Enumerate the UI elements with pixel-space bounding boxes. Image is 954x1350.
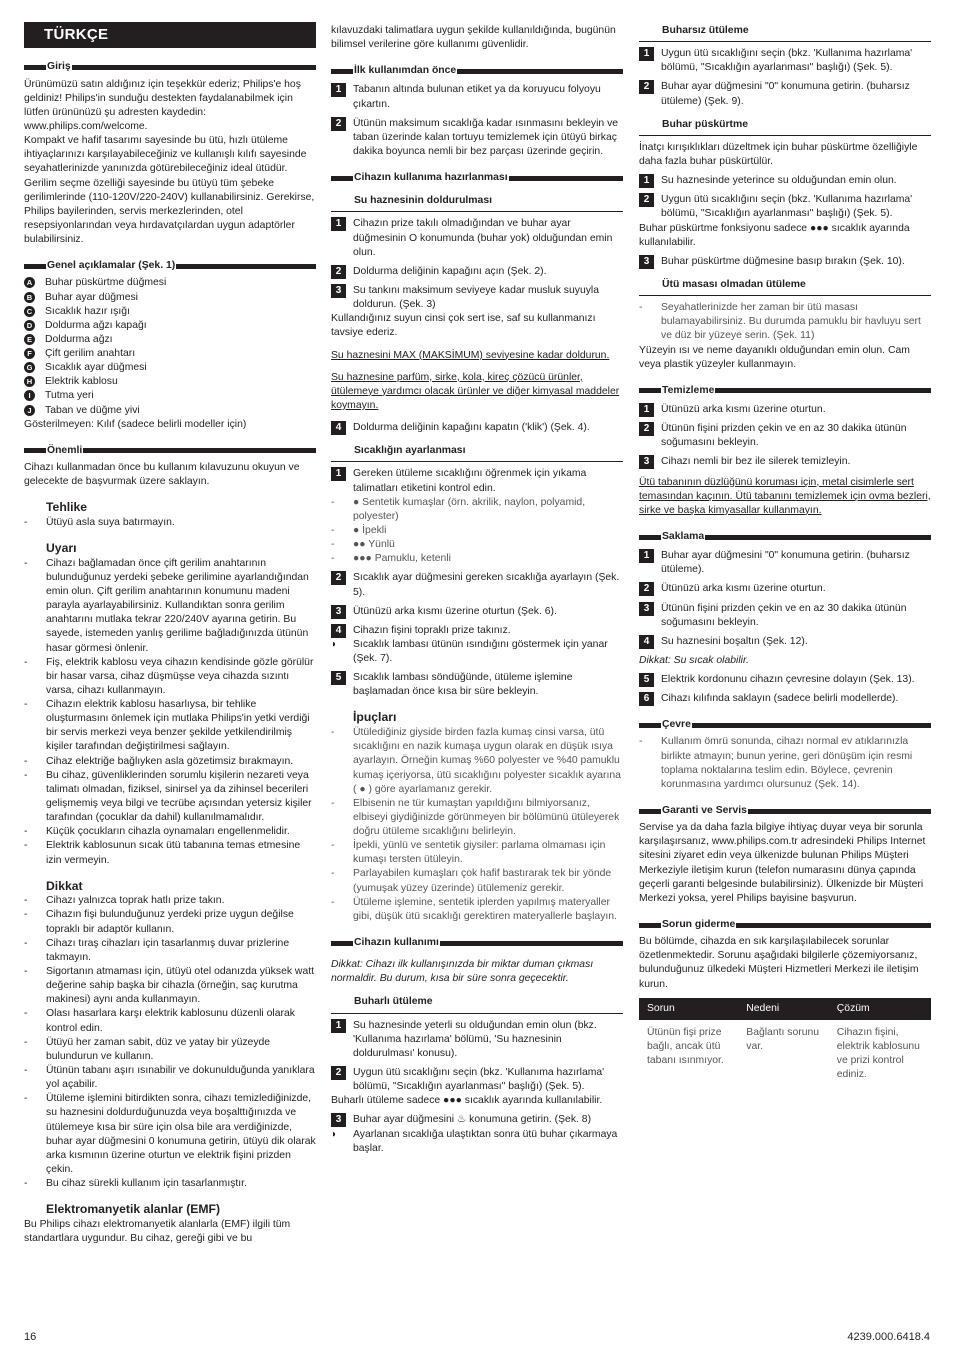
- trouble-paragraph: Bu bölümde, cihazda en sık karşılaşılabilecek sorunlar özetlenmektedir. Sorunu aşağıdaki bilgilerle çözemiyorsanız, bulunduğunuz ülkedeki Müşteri Hizmetleri Merkezi ile iletişim kurun.: [639, 936, 919, 990]
- section-important-heading: Önemli: [24, 444, 316, 458]
- step-number: 3: [639, 602, 654, 616]
- legend-item: C Sıcaklık hazır ışığı: [24, 305, 316, 319]
- step-item: 5 Elektrik kordonunu cihazın çevresine dolayın (Şek. 13).: [639, 673, 931, 687]
- list-item: - Cihazın elektrik kablosu hasarlıysa, bir tehlike oluşturmasını önlemek için mutlaka Philips'in yetki verdiği bir servis merkezi veya benzer şekilde yetkilendirilmiş kişiler tarafından değiştirilmesi sağlayın.: [24, 699, 310, 753]
- step-number: 4: [639, 635, 654, 649]
- step-number: 6: [639, 692, 654, 706]
- warning-title: Uyarı: [46, 541, 77, 556]
- letter-badge: J: [24, 405, 35, 416]
- result-item: ◗ Sıcaklık lambası ütünün ısındığını göstermek için yanar (Şek. 7).: [331, 638, 623, 666]
- legend-item: B Buhar ayar düğmesi: [24, 291, 316, 305]
- troubleshooting-table: [639, 998, 931, 1089]
- step-number: 1: [639, 47, 654, 61]
- step-number: 2: [331, 265, 346, 279]
- emf-paragraph-continued: kılavuzdaki talimatlara uygun şekilde kullanıldığında, bugünün bilimsel verilerine göre kullanımı güvenlidir.: [331, 25, 616, 51]
- shot-title: Buhar püskürtme: [639, 118, 931, 136]
- column-3: [639, 24, 931, 1088]
- step-number: 1: [331, 83, 346, 97]
- step-item: 2 Ütünüzü arka kısmı üzerine oturtun.: [639, 582, 931, 596]
- fill-title: Su haznesinin doldurulması: [331, 194, 623, 212]
- list-item: - Cihazın fişi bulunduğunuz yerdeki prize uygun değilse topraklı bir adaptör kullanın.: [24, 909, 294, 935]
- page-number: 16: [24, 1331, 37, 1343]
- step-number: 1: [639, 403, 654, 417]
- emf-title: Elektromanyetik alanlar (EMF): [46, 1202, 221, 1217]
- list-item: - Fiş, elektrik kablosu veya cihazın kendisinde gözle görülür bir hasar varsa, cihaz düşmüşse veya cihazda sızıntı varsa, cihazı kullanmayın.: [24, 656, 314, 696]
- list-item: - Küçük çocukların cihazla oynamaları engellenmelidir.: [24, 826, 290, 838]
- step-item: 5 Sıcaklık lambası söndüğünde, ütüleme işlemine başlamadan önce kısa bir süre bekleyin.: [331, 671, 623, 699]
- section-first-use-heading: İlk kullanımdan önce: [331, 64, 623, 78]
- legend-item: E Doldurma ağzı: [24, 333, 316, 347]
- list-item: - Parlayabilen kumaşları çok hafif bastırarak tek bir yönde (yumuşak yüzey üzerinde) ütülemeniz gerekir.: [331, 868, 612, 894]
- list-item: - Ütüleme işlemine, sentetik iplerden yapılmış materyaller gibi, düşük ütü sıcaklığı gerektiren materyallerle başlayın.: [331, 896, 617, 922]
- step-item: 2 Doldurma deliğinin kapağını açın (Şek. 2).: [331, 265, 623, 279]
- step-number: 3: [331, 605, 346, 619]
- steam-title: Buharlı ütüleme: [331, 995, 623, 1013]
- step-item: 1 Su haznesinde yeterli su olduğundan emin olun (bkz. 'Kullanıma hazırlama' bölümü, 'Su haznesinin doldurulması' konusu).: [331, 1019, 623, 1061]
- legend-item: D Doldurma ağzı kapağı: [24, 319, 316, 333]
- section-storage-heading: Saklama: [639, 530, 931, 544]
- step-item: 1 Tabanın altında bulunan etiket ya da koruyucu folyoyu çıkartın.: [331, 83, 623, 111]
- underlined-warning: Ütü tabanının düzlüğünü koruması için, metal cisimlerle sert temasından kaçının. Ütü tabanını temizlemek için ovma bezleri, sirke ve başka kimyasallar kullanmayın.: [639, 476, 931, 516]
- step-item: 1 Uygun ütü sıcaklığını seçin (bkz. 'Kullanıma hazırlama' bölümü, "Sıcaklığın ayarlanması" başlığı) (Şek. 5).: [639, 47, 931, 75]
- list-item: - Cihazı yalnızca toprak hatlı prize takın.: [24, 895, 225, 907]
- list-item: - ● İpekli: [331, 524, 387, 536]
- step-number: 3: [331, 1113, 346, 1127]
- step-item: 2 Sıcaklık ayar düğmesini gereken sıcaklığa ayarlayın (Şek. 5).: [331, 571, 623, 599]
- table-cell: Bağlantı sorunu var.: [746, 1026, 820, 1053]
- list-item: - Cihazı bağlamadan önce çift gerilim anahtarının bulunduğunuz yerdeki şebeke gerilimine ayarlandığından emin olun. Çift gerilim anahtarının konumunu madeni parayla ayarlayabilirsiniz. Kullandıktan sonra gerilim anahtarını mutlaka tekrar 220/240V ayarına getirin. Bu sayede, istemeden yanlış gerilime bağladığınızda ütünün hasar görmesi önlenir.: [24, 557, 309, 654]
- letter-badge: E: [24, 334, 35, 345]
- legend-item: J Taban ve düğme yivi: [24, 404, 316, 418]
- legend-item: H Elektrik kablosu: [24, 375, 316, 389]
- section-warranty-heading: Garanti ve Servis: [639, 804, 931, 818]
- step-item: 4 Cihazın fişini topraklı prize takınız.: [331, 624, 623, 638]
- list-item: - Ütünün tabanı aşırı ısınabilir ve dokunulduğunda yanıklara yol açabilir.: [24, 1065, 315, 1091]
- underlined-warning: Su haznesine parfüm, sirke, kola, kireç çözücü ürünler, ütülemeye yardımcı olacak ürünler ve diğer kimyasal maddeler koymayın.: [331, 371, 620, 411]
- important-paragraph: Cihazı kullanmadan önce bu kullanım kılavuzunu okuyun ve gelecekte de başvurmak üzere saklayın.: [24, 462, 300, 488]
- steam-note: Buharlı ütüleme sadece ●●● sıcaklık ayarında kullanılabilir.: [331, 1095, 603, 1107]
- step-item: 2 Buhar ayar düğmesini "0" konumuna getirin. (buharsız ütüleme) (Şek. 9).: [639, 80, 931, 108]
- letter-badge: A: [24, 277, 35, 288]
- step-item: 2 Ütünün fişini prizden çekin ve en az 30 dakika ütünün soğumasını bekleyin.: [639, 422, 931, 450]
- legend-item: F Çift gerilim anahtarı: [24, 347, 316, 361]
- emf-paragraph: Bu Philips cihazı elektromanyetik alanlarla (EMF) ilgili tüm standartlara uygundur. Bu cihaz, gereği gibi ve bu: [24, 1218, 291, 1245]
- table-cell: Cihazın fişini, elektrik kablosunu ve prizi kontrol ediniz.: [836, 1026, 920, 1081]
- step-item: 1 Buhar ayar düğmesini "0" konumuna getirin. (buharsız ütüleme).: [639, 549, 931, 577]
- first-use-note: Dikkat: Cihazı ilk kullanışınızda bir miktar duman çıkması normaldir. Bu durum, kısa bir süre sonra geçecektir.: [331, 959, 594, 985]
- step-item: 2 Ütünün maksimum sıcaklığa kadar ısınmasını bekleyin ve taban üzerinde kalan tortuyu temizlemek için ütüyü birkaç dakika boyunca nemli bir bez parçası üzerinde geçirin.: [331, 117, 623, 159]
- danger-title: Tehlike: [46, 500, 88, 515]
- arrow-icon: ◗: [331, 1128, 338, 1140]
- step-item: 2 Uygun ütü sıcaklığını seçin (bkz. 'Kullanıma hazırlama' bölümü, "Sıcaklığın ayarlanması" başlığı) (Şek. 5).: [331, 1066, 623, 1094]
- list-item: - Olası hasarlara karşı elektrik kablosunu düzenli olarak kontrol edin.: [24, 1008, 295, 1034]
- list-item: - ●●● Pamuklu, ketenli: [331, 553, 451, 565]
- step-item: 3 Cihazı nemli bir bez ile silerek temizleyin.: [639, 455, 931, 469]
- legend-item: G Sıcaklık ayar düğmesi: [24, 361, 316, 375]
- section-general-heading: Genel açıklamalar (Şek. 1): [24, 259, 316, 273]
- dry-title: Buharsız ütüleme: [639, 24, 931, 42]
- letter-badge: C: [24, 306, 35, 317]
- step-number: 1: [331, 217, 346, 231]
- list-item: - Elbisenin ne tür kumaştan yapıldığını bilmiyorsanız, elbiseyi giydiğinizde görünmeyen bir bölümünü ütüleyerek doğru ütüleme sıcaklığını belirleyin.: [331, 797, 620, 838]
- not-shown-note: Gösterilmeyen: Kılıf (sadece belirli modeller için): [24, 418, 247, 430]
- list-item: - ●● Yünlü: [331, 539, 395, 551]
- hints-title: İpuçları: [353, 710, 397, 725]
- section-clean-heading: Temizleme: [639, 384, 931, 398]
- list-item: - Bu cihaz sürekli kullanım için tasarlanmıştır.: [24, 1178, 247, 1190]
- noboard-paragraph: Yüzeyin ısı ve neme dayanıklı olduğundan emin olun. Cam veya plastik yüzeyler kullanmayın.: [639, 344, 910, 370]
- step-number: 2: [331, 117, 346, 131]
- letter-badge: F: [24, 348, 35, 359]
- step-item: 1 Su haznesinde yeterince su olduğundan emin olun.: [639, 174, 931, 188]
- section-use-heading: Cihazın kullanımı: [331, 936, 623, 950]
- step-number: 2: [331, 571, 346, 585]
- parts-legend: [24, 276, 316, 417]
- list-item: - Ütülediğiniz giyside birden fazla kumaş cinsi varsa, ütü sıcaklığını en nazik kumaşa uygun olarak en düşük ısıya ayarlayın. Örneğin kumaş %60 polyester ve %40 pamuklu kumaş içeriyorsa, ütü sıcaklığını polyester sıcaklık ayarına ( ● ) göre ayarlamanız gerekir.: [331, 727, 621, 795]
- arrow-icon: ◗: [331, 638, 338, 650]
- section-trouble-heading: Sorun giderme: [639, 918, 931, 932]
- step-item: 3 Su tankını maksimum seviyeye kadar musluk suyuyla doldurun. (Şek. 3): [331, 284, 623, 312]
- list-item: - Bu cihaz, güvenliklerinden sorumlu kişilerin nezareti veya talimatı olmadan, fiziksel, sinirsel ya da zihinsel becerileri gelişmemiş veya bilgi ve tecrübe açısından yetersiz kişiler tarafından (çocuklar da dahil) kullanılmamalıdır.: [24, 769, 312, 824]
- step-number: 5: [331, 671, 346, 685]
- letter-badge: I: [24, 390, 35, 401]
- letter-badge: G: [24, 362, 35, 373]
- step-number: 4: [331, 624, 346, 638]
- list-item: - Sigortanın atmaması için, ütüyü otel odanızda yüksek watt değerine sahip başka bir cihazla (örneğin, saç kurutma makinesi) aynı anda kullanmayın.: [24, 966, 314, 1006]
- column-header: Sorun: [639, 998, 738, 1020]
- step-item: 3 Ütünüzü arka kısmı üzerine oturtun (Şek. 6).: [331, 605, 623, 619]
- list-item: - Cihazı tıraş cihazları için tasarlanmış duvar prizlerine takmayın.: [24, 937, 290, 963]
- letter-badge: H: [24, 376, 35, 387]
- step-item: 6 Cihazı kılıfında saklayın (sadece belirli modellerde).: [639, 692, 931, 706]
- caution-title: Dikkat: [46, 878, 83, 893]
- legend-item: A Buhar püskürtme düğmesi: [24, 276, 316, 290]
- column-2: [331, 24, 623, 1156]
- list-item: - İpekli, yünlü ve sentetik giysiler: parlama olmaması için kumaşı tersten ütüleyin.: [331, 840, 606, 866]
- list-item: - Ütüyü her zaman sabit, düz ve yatay bir yüzeyde bulundurun ve kullanın.: [24, 1036, 271, 1062]
- warranty-paragraph: Servise ya da daha fazla bilgiye ihtiyaç duyar veya bir sorunla karşılaşırsanız, www.philips.com.tr adresindeki Philips Internet sitesini ziyaret edin veya ülkenizde bulunan Philips Müşteri Merkeziyle iletişim kurun (telefon numarasını dünya çapında geçerli garanti belgesinde bulabilirsiniz). Ülkenizde bir Müşteri Merkezi yoksa, yerel Philips bayisine başvurun.: [639, 822, 926, 904]
- table-row: [639, 1020, 931, 1089]
- list-item: - ● Sentetik kumaşlar (örn. akrilik, naylon, polyamid, polyester): [331, 496, 586, 522]
- storage-note: Dikkat: Su sıcak olabilir.: [639, 654, 749, 666]
- step-item: 4 Su haznesini boşaltın (Şek. 12).: [639, 635, 931, 649]
- table-header-row: [639, 998, 931, 1020]
- letter-badge: B: [24, 292, 35, 303]
- temp-title: Sıcaklığın ayarlanması: [331, 444, 623, 462]
- step-item: 1 Gereken ütüleme sıcaklığını öğrenmek için yıkama talimatları etiketini kontrol edin.: [331, 467, 623, 495]
- document-code: 4239.000.6418.4: [847, 1331, 930, 1343]
- step-item: 3 Buhar püskürtme düğmesine basıp bırakın (Şek. 10).: [639, 255, 931, 269]
- list-item: - Seyahatlerinizde her zaman bir ütü masası bulamayabilirsiniz. Bu durumda pamuklu bir havluyu sert ve düz bir yüzeye serin. (Şek. 11): [639, 302, 921, 342]
- step-item: 1 Ütünüzü arka kısmı üzerine oturtun.: [639, 403, 931, 417]
- step-number: 2: [639, 80, 654, 94]
- column-header: Nedeni: [738, 998, 829, 1020]
- step-number: 1: [639, 174, 654, 188]
- underlined-warning: Su haznesini MAX (MAKSİMUM) seviyesine kadar doldurun.: [331, 349, 610, 361]
- step-number: 4: [331, 421, 346, 435]
- intro-paragraph-2: Kompakt ve hafif tasarımı sayesinde bu ütü, hızlı ütüleme ihtiyaçlarınızı karşılayabileceğiniz ve kullanışlı kılıfı sayesinde seyahatlerinizde yanınızda götürebileceğiniz ideal ütüdür. Gerilim seçme özelliği sayesinde bu ütüyü tüm şebeke gerilimlerinde (110-120V/220-240V) kullanabilirsiniz. Gerekirse, Philips bayilerinden, servis merkezlerinden, otel resepsiyonlarından veya hırdavatçılardan uygun adaptörler bulabilirsiniz.: [24, 135, 315, 246]
- step-number: 2: [331, 1066, 346, 1080]
- step-number: 3: [331, 284, 346, 298]
- step-item: 3 Ütünün fişini prizden çekin ve en az 30 dakika ütünün soğumasını bekleyin.: [639, 602, 931, 630]
- step-number: 2: [639, 422, 654, 436]
- list-item: - Ütüleme işlemini bitirdikten sonra, cihazı temizlediğinizde, su haznesini doldurduğunuzda veya boşalttığınızda ve ütülemeye kısa bir süre için olsa bile ara verdiğinizde, buhar ayar düğmesini 0 konumuna getirin, ütüyü dik olarak arka kısmının üzerine oturtun ve elektrik fişini prizden çekin.: [24, 1093, 316, 1176]
- shot-note: Buhar püskürtme fonksiyonu sadece ●●● sıcaklık ayarında kullanılabilir.: [639, 222, 910, 248]
- step-number: 2: [639, 582, 654, 596]
- list-item: - Kullanım ömrü sonunda, cihazı normal ev atıklarınızla birlikte atmayın; bunun yerine, geri dönüşüm için resmi toplama noktalarına teslim edin. Böylece, çevrenin korunmasına yardımcı olursunuz (Şek. 14).: [639, 736, 913, 790]
- step-number: 1: [331, 467, 346, 481]
- step-number: 2: [639, 193, 654, 207]
- step-item: 1 Cihazın prize takılı olmadığından ve buhar ayar düğmesinin O konumunda (buhar yok) olduğundan emin olun.: [331, 217, 623, 259]
- section-intro-heading: Giriş: [24, 60, 316, 74]
- step-item: 4 Doldurma deliğinin kapağını kapatın ('klik') (Şek. 4).: [331, 421, 623, 435]
- step-number: 3: [639, 455, 654, 469]
- result-item: ◗ Ayarlanan sıcaklığa ulaştıktan sonra ütü buhar çıkarmaya başlar.: [331, 1128, 623, 1156]
- list-item: - Elektrik kablosunun sıcak ütü tabanına temas etmesine izin vermeyin.: [24, 840, 301, 866]
- list-item: - Ütüyü asla suya batırmayın.: [24, 516, 175, 528]
- water-tip: Kullandığınız suyun cinsi çok sert ise, saf su kullanmanızı tavsiye ederiz.: [331, 313, 596, 339]
- language-title: TÜRKÇE: [24, 22, 316, 48]
- letter-badge: D: [24, 320, 35, 331]
- step-number: 5: [639, 673, 654, 687]
- list-item: - Cihaz elektriğe bağlıyken asla gözetimsiz bırakmayın.: [24, 755, 294, 767]
- column-1: [24, 22, 316, 1246]
- intro-paragraph-1: Ürünümüzü satın aldığınız için teşekkür ederiz; Philips'e hoş geldiniz! Philips'in sunduğu destekten faydalanabilmek için lütfen ürününüzü şu adresten kaydedin: www.philips.com/welcome.: [24, 78, 301, 132]
- step-item: 3 Buhar ayar düğmesini ♨ konumuna getirin. (Şek. 8): [331, 1113, 623, 1127]
- step-item: 2 Uygun ütü sıcaklığını seçin (bkz. 'Kullanıma hazırlama' bölümü, "Sıcaklığın ayarlanması" başlığı) (Şek. 5).: [639, 193, 931, 221]
- legend-item: I Tutma yeri: [24, 389, 316, 403]
- section-environment-heading: Çevre: [639, 718, 931, 732]
- section-prep-heading: Cihazın kullanıma hazırlanması: [331, 171, 623, 185]
- noboard-title: Ütü masası olmadan ütüleme: [639, 278, 931, 296]
- shot-intro: İnatçı kırışıklıkları düzeltmek için buhar püskürtme özelliğiyle daha fazla buhar püskürtülür.: [639, 141, 918, 167]
- column-header: Çözüm: [829, 998, 931, 1020]
- table-cell: Ütünün fişi prize bağlı, ancak ütü tabanı ısınmıyor.: [647, 1026, 724, 1067]
- step-number: 1: [331, 1019, 346, 1033]
- step-number: 3: [639, 255, 654, 269]
- step-number: 1: [639, 549, 654, 563]
